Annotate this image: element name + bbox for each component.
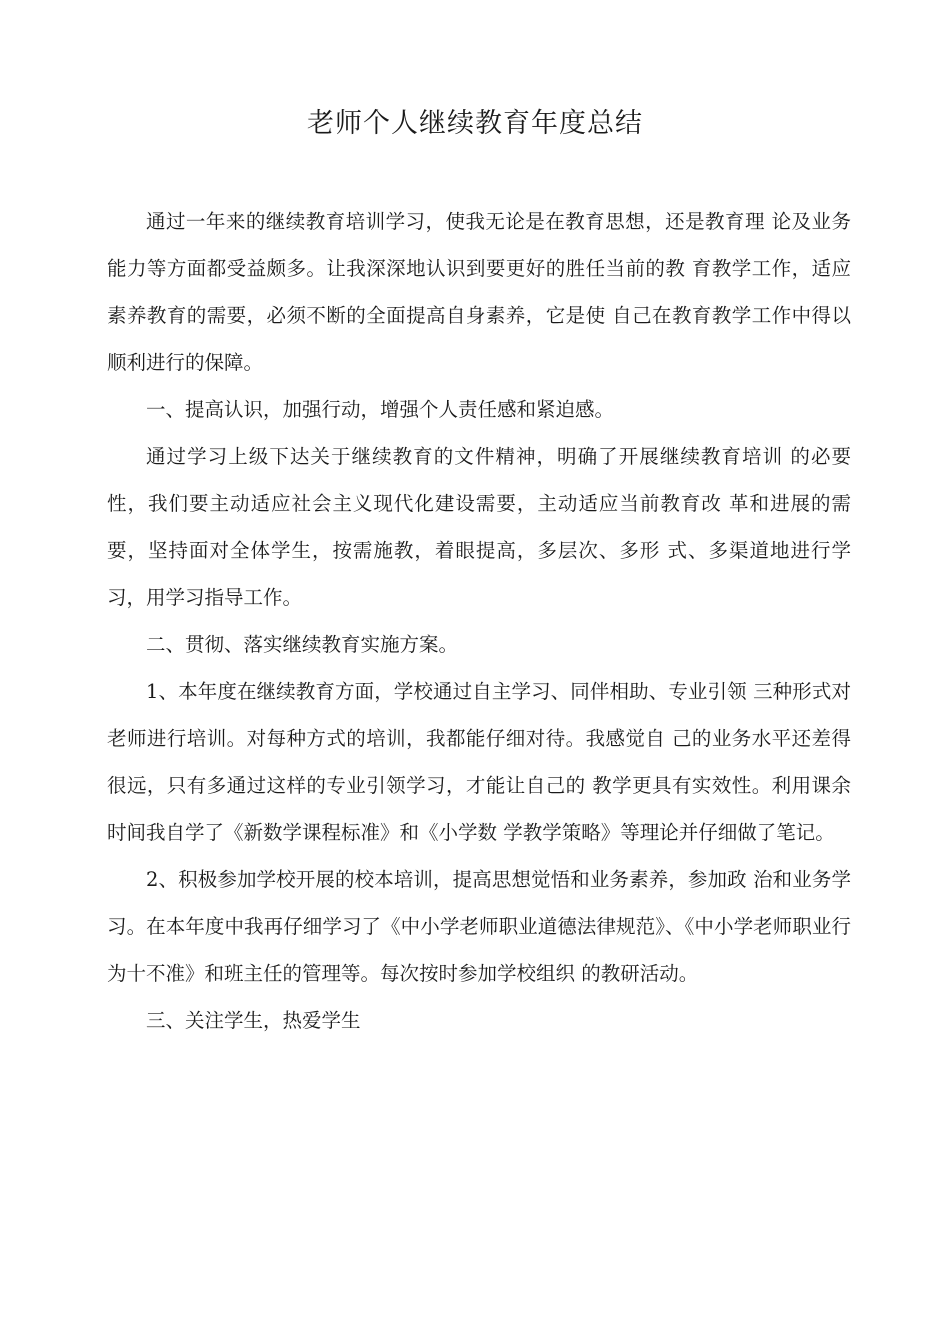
section-heading-3: 三、关注学生，热爱学生 bbox=[146, 1009, 361, 1032]
section-heading-1: 一、提高认识，加强行动，增强个人责任感和紧迫感。 bbox=[146, 398, 615, 421]
section-heading-2: 二、贯彻、落实继续教育实施方案。 bbox=[146, 633, 459, 656]
section-1-paragraph: 通过学习上级下达关于继续教育的文件精神，明确了开展继续教育培训 的必要性，我们要主动适应社会主义现代化建设需要，主动适应当前教育改 革和进展的需要，坚持面对全体学生，按需施教，着眼提高，多层次、多形 式、多渠道地进行学习，用学习指导工作。 bbox=[107, 445, 851, 609]
intro-paragraph: 通过一年来的继续教育培训学习，使我无论是在教育思想，还是教育理 论及业务能力等方面都受益颇多。让我深深地认识到要更好的胜任当前的教 育教学工作，适应素养教育的需要，必须不断的全面提高自身素养，它是使 自己在教育教学工作中得以顺利进行的保障。 bbox=[107, 210, 851, 374]
document-body bbox=[107, 198, 851, 1044]
section-2-item-2-paragraph: 2、积极参加学校开展的校本培训，提高思想觉悟和业务素养，参加政 治和业务学习。在本年度中我再仔细学习了《中小学老师职业道德法律规范》、《中小学老师职业行为十不准》和班主任的管理等。每次按时参加学校组织 的教研活动。 bbox=[107, 868, 851, 985]
section-2-item-1-paragraph: 1、本年度在继续教育方面，学校通过自主学习、同伴相助、专业引领 三种形式对老师进行培训。对每种方式的培训，我都能仔细对待。我感觉自 己的业务水平还差得很远，只有多通过这样的专业引领学习，才能让自己的 教学更具有实效性。利用课余时间我自学了《新数学课程标准》和《小学数 学教学策略》等理论并仔细做了笔记。 bbox=[107, 680, 851, 844]
document-title: 老师个人继续教育年度总结 bbox=[307, 108, 643, 139]
